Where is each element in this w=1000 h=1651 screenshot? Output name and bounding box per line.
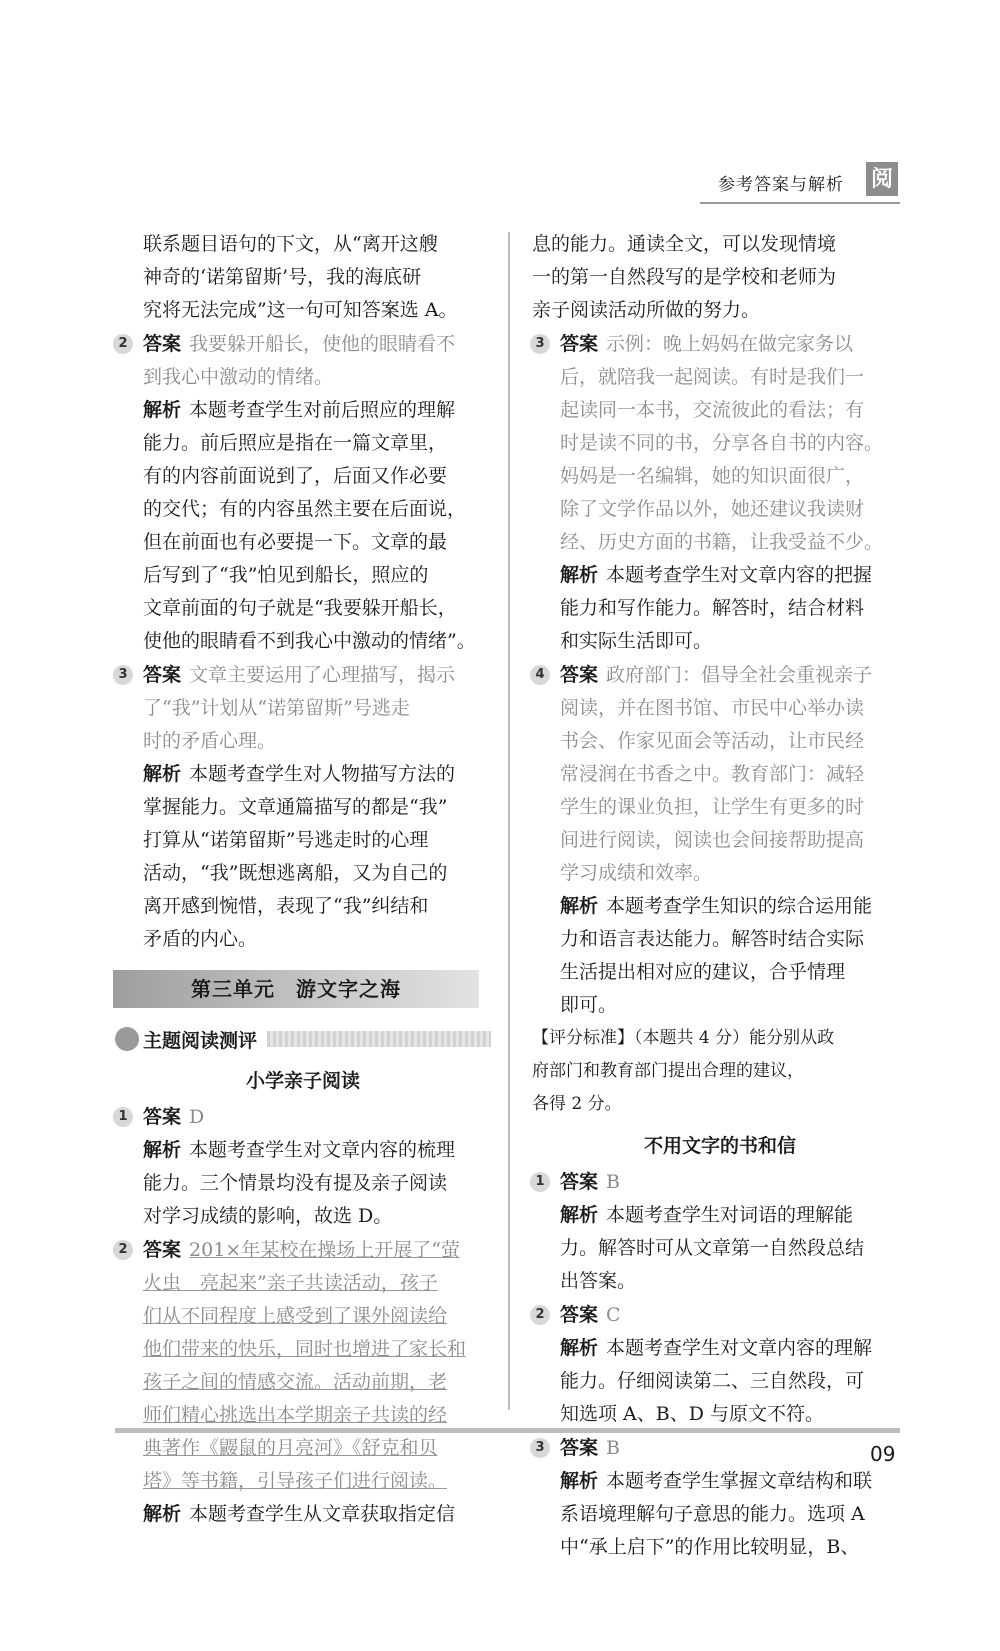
running-header: 参考答案与解析 (718, 175, 844, 195)
answer-line (143, 1101, 491, 1134)
answer-text: B (606, 1437, 620, 1459)
analysis-text: 但在前面也有必要提一下。文章的最 (143, 531, 448, 553)
analysis-text: 文章前面的句子就是“我要躲开船长， (143, 597, 457, 619)
analysis-text: 生活提出相对应的建议，合乎情理 (560, 961, 846, 983)
section-decoration (267, 1031, 491, 1047)
left-column (115, 228, 491, 1531)
answer-line (560, 328, 908, 361)
question-number-badge: 3 (113, 665, 133, 685)
analysis-text: 掌握能力。文章通篇描写的都是“我” (143, 796, 448, 818)
scoring-standard: 府部门和教育部门提出合理的建议， (532, 1061, 804, 1081)
analysis-line (560, 890, 908, 923)
analysis-tag: 解析 (560, 1470, 599, 1492)
answer-text: 经、历史方面的书籍，让我受益不少。 (560, 531, 884, 553)
answer-tag: 答案 (560, 664, 599, 686)
analysis-text: 本题考查学生对文章内容的理解 (606, 1337, 873, 1359)
question-number-badge: 2 (113, 334, 133, 354)
answer-text: 时的矛盾心理。 (143, 730, 277, 752)
question-2 (115, 1234, 491, 1531)
answer-text: 起读同一本书，交流彼此的看法；有 (560, 399, 865, 421)
analysis-text: 能力和写作能力。解答时，结合材料 (560, 597, 865, 619)
question-3 (532, 328, 908, 658)
answer-tag: 答案 (143, 333, 182, 355)
question-1 (115, 1101, 491, 1233)
answer-line (143, 328, 491, 361)
answer-text: 火虫 亮起来”亲子共读活动，孩子 (143, 1272, 438, 1294)
analysis-text: 本题考查学生对前后照应的理解 (189, 399, 456, 421)
question-number-badge: 3 (530, 334, 550, 354)
analysis-text: 本题考查学生从文章获取指定信 (189, 1503, 456, 1525)
answer-text: 后，就陪我一起阅读。有时是我们一 (560, 366, 865, 388)
question-number-badge: 3 (530, 1438, 550, 1458)
analysis-text: 本题考查学生对文章内容的梳理 (189, 1139, 456, 1161)
text-line: 亲子阅读活动所做的努力。 (532, 299, 761, 321)
analysis-text: 出答案。 (560, 1270, 637, 1292)
analysis-tag: 解析 (143, 1503, 182, 1525)
analysis-text: 能力。三个情景均没有提及亲子阅读 (143, 1172, 448, 1194)
analysis-text: 本题考查学生知识的综合运用能 (606, 895, 873, 917)
answer-tag: 答案 (143, 1239, 182, 1261)
answer-text: 他们带来的快乐，同时也增进了家长和 (143, 1338, 467, 1360)
analysis-text: 后写到了“我”怕见到船长，照应的 (143, 564, 429, 586)
analysis-line (560, 1332, 908, 1365)
answer-text: 学生的课业负担，让学生有更多的时 (560, 796, 865, 818)
analysis-tag: 解析 (143, 399, 182, 421)
analysis-line (143, 394, 491, 427)
analysis-line (143, 1134, 491, 1167)
analysis-line (560, 559, 908, 592)
answer-text: 政府部门：倡导全社会重视亲子 (606, 664, 873, 686)
text-line: 究将无法完成”这一句可知答案选 A。 (143, 299, 458, 321)
text-line: 神奇的‘诺第留斯’号，我的海底研 (143, 266, 422, 288)
answer-text: 了“我”计划从“诺第留斯”号逃走 (143, 697, 410, 719)
continued-analysis (115, 228, 491, 327)
analysis-text: 本题考查学生掌握文章结构和联 (606, 1470, 873, 1492)
reading-mascot-icon (115, 1027, 139, 1051)
scoring-standard: 各得 2 分。 (532, 1094, 622, 1114)
answer-text: 阅读，并在图书馆、市民中心举办读 (560, 697, 865, 719)
answer-text: 典著作《鼹鼠的月亮河》《舒克和贝 (143, 1437, 438, 1459)
answer-line (560, 1299, 908, 1332)
answer-tag: 答案 (560, 1171, 599, 1193)
question-4 (532, 659, 908, 1022)
text-line: 一的第一自然段写的是学校和老师为 (532, 266, 837, 288)
question-1 (532, 1166, 908, 1298)
text-line: 息的能力。通读全文，可以发现情境 (532, 233, 837, 255)
article-title: 不用文字的书和信 (643, 1135, 796, 1157)
answer-tag: 答案 (560, 333, 599, 355)
analysis-tag: 解析 (560, 1337, 599, 1359)
analysis-text: 的交代；有的内容虽然主要在后面说， (143, 498, 467, 520)
analysis-text: 力。解答时可从文章第一自然段总结 (560, 1237, 865, 1259)
analysis-text: 系语境理解句子意思的能力。选项 A (560, 1503, 865, 1525)
answer-text: 孩子之间的情感交流。活动前期，老 (143, 1371, 448, 1393)
analysis-tag: 解析 (143, 763, 182, 785)
analysis-text: 即可。 (560, 994, 618, 1016)
answer-text: B (606, 1171, 620, 1193)
question-number-badge: 2 (113, 1240, 133, 1260)
question-number-badge: 1 (113, 1107, 133, 1127)
answer-text: 学习成绩和效率。 (560, 862, 713, 884)
scoring-standard: 【评分标准】（本题共 4 分）能分别从政 (532, 1028, 835, 1048)
footer-rule (115, 1428, 900, 1433)
answer-line (143, 1234, 491, 1267)
answer-text: 间进行阅读，阅读也会间接帮助提高 (560, 829, 865, 851)
analysis-text: 矛盾的内心。 (143, 928, 258, 950)
answer-text: 塔》等书籍，引导孩子们进行阅读。 (143, 1470, 448, 1492)
answer-text: D (189, 1106, 205, 1128)
analysis-tag: 解析 (560, 1204, 599, 1226)
analysis-text: 活动，“我”既想逃离船，又为自己的 (143, 862, 448, 884)
analysis-text: 本题考查学生对人物描写方法的 (189, 763, 456, 785)
answer-text: 常浸润在书香之中。教育部门：减轻 (560, 763, 865, 785)
page-number: 09 (870, 1442, 896, 1466)
answer-line (560, 659, 908, 692)
answer-line (560, 1166, 908, 1199)
analysis-text: 有的内容前面说到了，后面又作必要 (143, 465, 448, 487)
analysis-text: 使他的眼睛看不到我心中激动的情绪”。 (143, 630, 476, 652)
column-divider (508, 232, 510, 1410)
header-rule (700, 202, 900, 204)
answer-text: 妈妈是一名编辑，她的知识面很广， (560, 465, 865, 487)
right-column (532, 228, 908, 1564)
answer-text: 到我心中激动的情绪。 (143, 366, 334, 388)
answer-text: 们从不同程度上感受到了课外阅读给 (143, 1305, 448, 1327)
article-title: 小学亲子阅读 (245, 1070, 360, 1092)
analysis-text: 能力。仔细阅读第二、三自然段，可 (560, 1370, 865, 1392)
answer-text: 我要躲开船长，使他的眼睛看不 (189, 333, 456, 355)
answer-tag: 答案 (143, 664, 182, 686)
answer-text: 文章主要运用了心理描写，揭示 (189, 664, 456, 686)
question-2 (115, 328, 491, 658)
analysis-line (560, 1465, 908, 1498)
analysis-text: 本题考查学生对词语的理解能 (606, 1204, 854, 1226)
answer-text: 201×年某校在操场上开展了“萤 (189, 1239, 460, 1261)
analysis-text: 离开感到惋惜，表现了“我”纠结和 (143, 895, 429, 917)
analysis-tag: 解析 (560, 564, 599, 586)
section-label: 主题阅读测评 (143, 1029, 258, 1052)
analysis-line (143, 758, 491, 791)
analysis-text: 能力。前后照应是指在一篇文章里， (143, 432, 448, 454)
question-2 (532, 1299, 908, 1431)
analysis-text: 本题考查学生对文章内容的把握 (606, 564, 873, 586)
question-number-badge: 1 (530, 1172, 550, 1192)
unit-title-bar: 第三单元 游文字之海 (113, 970, 479, 1008)
analysis-text: 中“承上启下”的作用比较明显，B、 (560, 1536, 860, 1558)
analysis-line (143, 1498, 491, 1531)
answer-text: 示例：晚上妈妈在做完家务以 (606, 333, 854, 355)
analysis-text: 打算从“诺第留斯”号逃走时的心理 (143, 829, 429, 851)
analysis-text: 力和语言表达能力。解答时结合实际 (560, 928, 865, 950)
analysis-tag: 解析 (560, 895, 599, 917)
answer-text: 师们精心挑选出本学期亲子共读的经 (143, 1404, 448, 1426)
analysis-line (560, 1199, 908, 1232)
answer-tag: 答案 (560, 1304, 599, 1326)
answer-text: 时是读不同的书，分享各自书的内容。 (560, 432, 884, 454)
header-stamp-icon: 阅 (866, 162, 898, 196)
question-number-badge: 2 (530, 1305, 550, 1325)
section-header (115, 1022, 491, 1056)
question-3 (532, 1432, 908, 1564)
answer-tag: 答案 (143, 1106, 182, 1128)
question-number-badge: 4 (530, 665, 550, 685)
answer-line (560, 1432, 908, 1465)
analysis-text: 和实际生活即可。 (560, 630, 713, 652)
question-3 (115, 659, 491, 956)
analysis-tag: 解析 (143, 1139, 182, 1161)
answer-text: C (606, 1304, 621, 1326)
answer-text: 书会、作家见面会等活动，让市民经 (560, 730, 865, 752)
analysis-text: 知选项 A、B、D 与原文不符。 (560, 1403, 824, 1425)
analysis-text: 对学习成绩的影响，故选 D。 (143, 1205, 393, 1227)
text-line: 联系题目语句的下文，从“离开这艘 (143, 233, 438, 255)
answer-tag: 答案 (560, 1437, 599, 1459)
answer-line (143, 659, 491, 692)
answer-text: 除了文学作品以外，她还建议我读财 (560, 498, 865, 520)
